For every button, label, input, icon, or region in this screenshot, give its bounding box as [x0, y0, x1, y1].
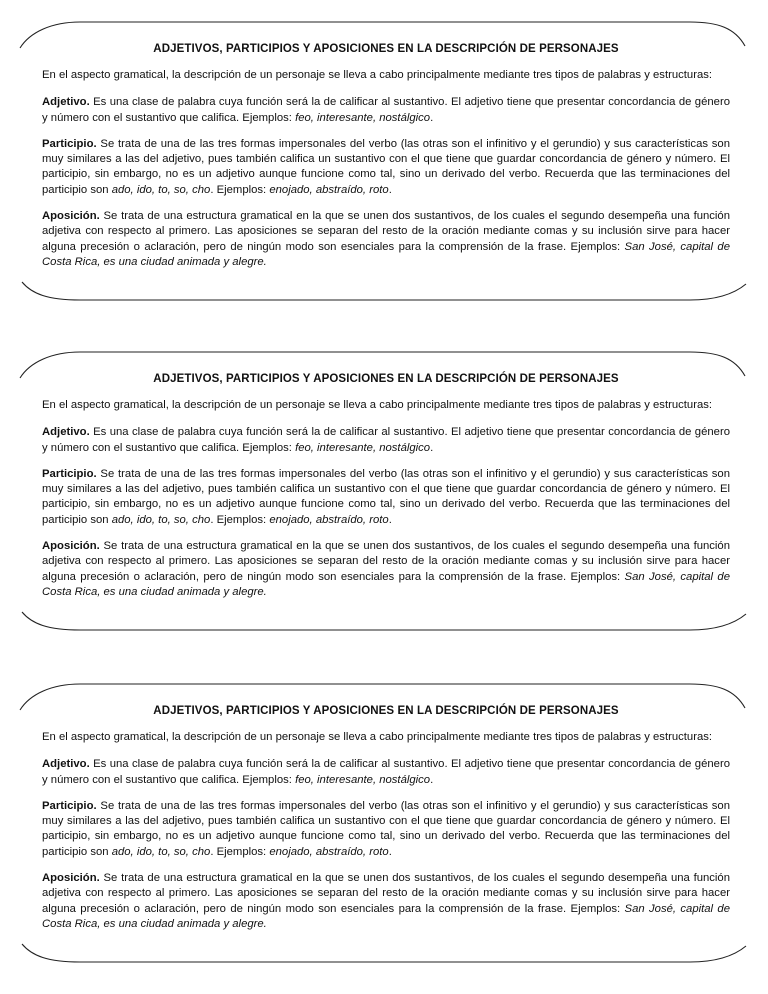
participio-examples: enojado, abstraído, roto	[269, 513, 389, 526]
adjetivo-paragraph	[42, 95, 730, 126]
aposicion-term: Aposición.	[42, 210, 100, 223]
aposicion-paragraph	[42, 209, 730, 270]
aposicion-examples: San José, capital de Costa Rica, es una ciudad animada y alegre.	[42, 902, 730, 930]
aposicion-text: Se trata de una estructura gramatical en la que se unen dos sustantivos, de los cuales el segundo desempeña una función adjetiva con respecto al primero. Las aposiciones se separan del resto de la oración mediante comas y su inclusión sirve para hacer alguna precesión o aclaración, pero de ningún modo son esenciales para la comprensión de la frase. Ejemplos:	[42, 210, 730, 253]
adjetivo-examples: feo, interesante, nostálgico	[295, 773, 431, 786]
participio-term: Participio.	[42, 467, 97, 480]
participio-term: Participio.	[42, 137, 97, 150]
participio-text: Se trata de una de las tres formas impersonales del verbo (las otras son el infinitivo y el gerundio) y sus características son muy similares a las del adjetivo, pues también califica un sustantivo con el que tiene que guardar concordancia de género y número. El participio, sin embargo, no es un adjetivo aunque funcione como tal, sino un derivado del verbo. Recuerda que las terminaciones del participio son	[42, 799, 730, 858]
intro-paragraph: En el aspecto gramatical, la descripción de un personaje se lleva a cabo principalmente mediante tres tipos de palabras y estructuras:	[42, 731, 713, 743]
participio-paragraph	[42, 467, 730, 528]
participio-paragraph	[42, 137, 730, 198]
adjetivo-term: Adjetivo.	[42, 96, 90, 109]
participio-end: .	[388, 183, 392, 196]
adjetivo-term: Adjetivo.	[42, 758, 90, 771]
card-title: ADJETIVOS, PARTICIPIOS Y APOSICIONES EN LA DESCRIPCIÓN DE PERSONAJES	[153, 43, 619, 55]
aposicion-examples: San José, capital de Costa Rica, es una ciudad animada y alegre.	[42, 240, 730, 268]
adjetivo-end: .	[430, 773, 434, 786]
aposicion-examples: San José, capital de Costa Rica, es una ciudad animada y alegre.	[42, 570, 730, 598]
card-title: ADJETIVOS, PARTICIPIOS Y APOSICIONES EN LA DESCRIPCIÓN DE PERSONAJES	[153, 373, 619, 385]
adjetivo-text: Es una clase de palabra cuya función será la de calificar al sustantivo. El adjetivo tiene que presentar concordancia de género y número con el sustantivo que califica. Ejemplos:	[42, 758, 730, 786]
aposicion-text: Se trata de una estructura gramatical en la que se unen dos sustantivos, de los cuales el segundo desempeña una función adjetiva con respecto al primero. Las aposiciones se separan del resto de la oración mediante comas y su inclusión sirve para hacer alguna precesión o aclaración, pero de ningún modo son esenciales para la comprensión de la frase. Ejemplos:	[42, 872, 730, 915]
adjetivo-examples: feo, interesante, nostálgico	[295, 111, 431, 124]
info-card-3	[0, 680, 768, 980]
card-title: ADJETIVOS, PARTICIPIOS Y APOSICIONES EN LA DESCRIPCIÓN DE PERSONAJES	[153, 705, 619, 717]
aposicion-term: Aposición.	[42, 872, 100, 885]
adjetivo-text: Es una clase de palabra cuya función será la de calificar al sustantivo. El adjetivo tiene que presentar concordancia de género y número con el sustantivo que califica. Ejemplos:	[42, 96, 730, 124]
intro-paragraph: En el aspecto gramatical, la descripción de un personaje se lleva a cabo principalmente mediante tres tipos de palabras y estructuras:	[42, 69, 713, 81]
participio-term: Participio.	[42, 799, 97, 812]
info-card-1	[0, 18, 768, 318]
adjetivo-end: .	[430, 441, 434, 454]
participio-end: .	[388, 513, 392, 526]
participio-mid: . Ejemplos:	[210, 183, 270, 196]
adjetivo-paragraph	[42, 425, 730, 456]
aposicion-paragraph	[42, 871, 730, 932]
participio-text: Se trata de una de las tres formas impersonales del verbo (las otras son el infinitivo y el gerundio) y sus características son muy similares a las del adjetivo, pues también califica un sustantivo con el que tiene que guardar concordancia de género y número. El participio, sin embargo, no es un adjetivo aunque funcione como tal, sino un derivado del verbo. Recuerda que las terminaciones del participio son	[42, 467, 730, 526]
adjetivo-paragraph	[42, 757, 730, 788]
participio-mid: . Ejemplos:	[210, 845, 270, 858]
intro-paragraph: En el aspecto gramatical, la descripción de un personaje se lleva a cabo principalmente mediante tres tipos de palabras y estructuras:	[42, 399, 713, 411]
info-card-2	[0, 348, 768, 648]
participio-examples: enojado, abstraído, roto	[269, 845, 389, 858]
participio-endings: ado, ido, to, so, cho	[111, 183, 211, 196]
participio-paragraph	[42, 799, 730, 860]
adjetivo-text: Es una clase de palabra cuya función será la de calificar al sustantivo. El adjetivo tiene que presentar concordancia de género y número con el sustantivo que califica. Ejemplos:	[42, 426, 730, 454]
aposicion-text: Se trata de una estructura gramatical en la que se unen dos sustantivos, de los cuales el segundo desempeña una función adjetiva con respecto al primero. Las aposiciones se separan del resto de la oración mediante comas y su inclusión sirve para hacer alguna precesión o aclaración, pero de ningún modo son esenciales para la comprensión de la frase. Ejemplos:	[42, 540, 730, 583]
adjetivo-end: .	[430, 111, 434, 124]
participio-endings: ado, ido, to, so, cho	[111, 513, 211, 526]
adjetivo-examples: feo, interesante, nostálgico	[295, 441, 431, 454]
participio-endings: ado, ido, to, so, cho	[111, 845, 211, 858]
adjetivo-term: Adjetivo.	[42, 426, 90, 439]
participio-mid: . Ejemplos:	[210, 513, 270, 526]
participio-examples: enojado, abstraído, roto	[269, 183, 389, 196]
aposicion-term: Aposición.	[42, 540, 100, 553]
aposicion-paragraph	[42, 539, 730, 600]
participio-end: .	[388, 845, 392, 858]
participio-text: Se trata de una de las tres formas impersonales del verbo (las otras son el infinitivo y el gerundio) y sus características son muy similares a las del adjetivo, pues también califica un sustantivo con el que tiene que guardar concordancia de género y número. El participio, sin embargo, no es un adjetivo aunque funcione como tal, sino un derivado del verbo. Recuerda que las terminaciones del participio son	[42, 137, 730, 196]
